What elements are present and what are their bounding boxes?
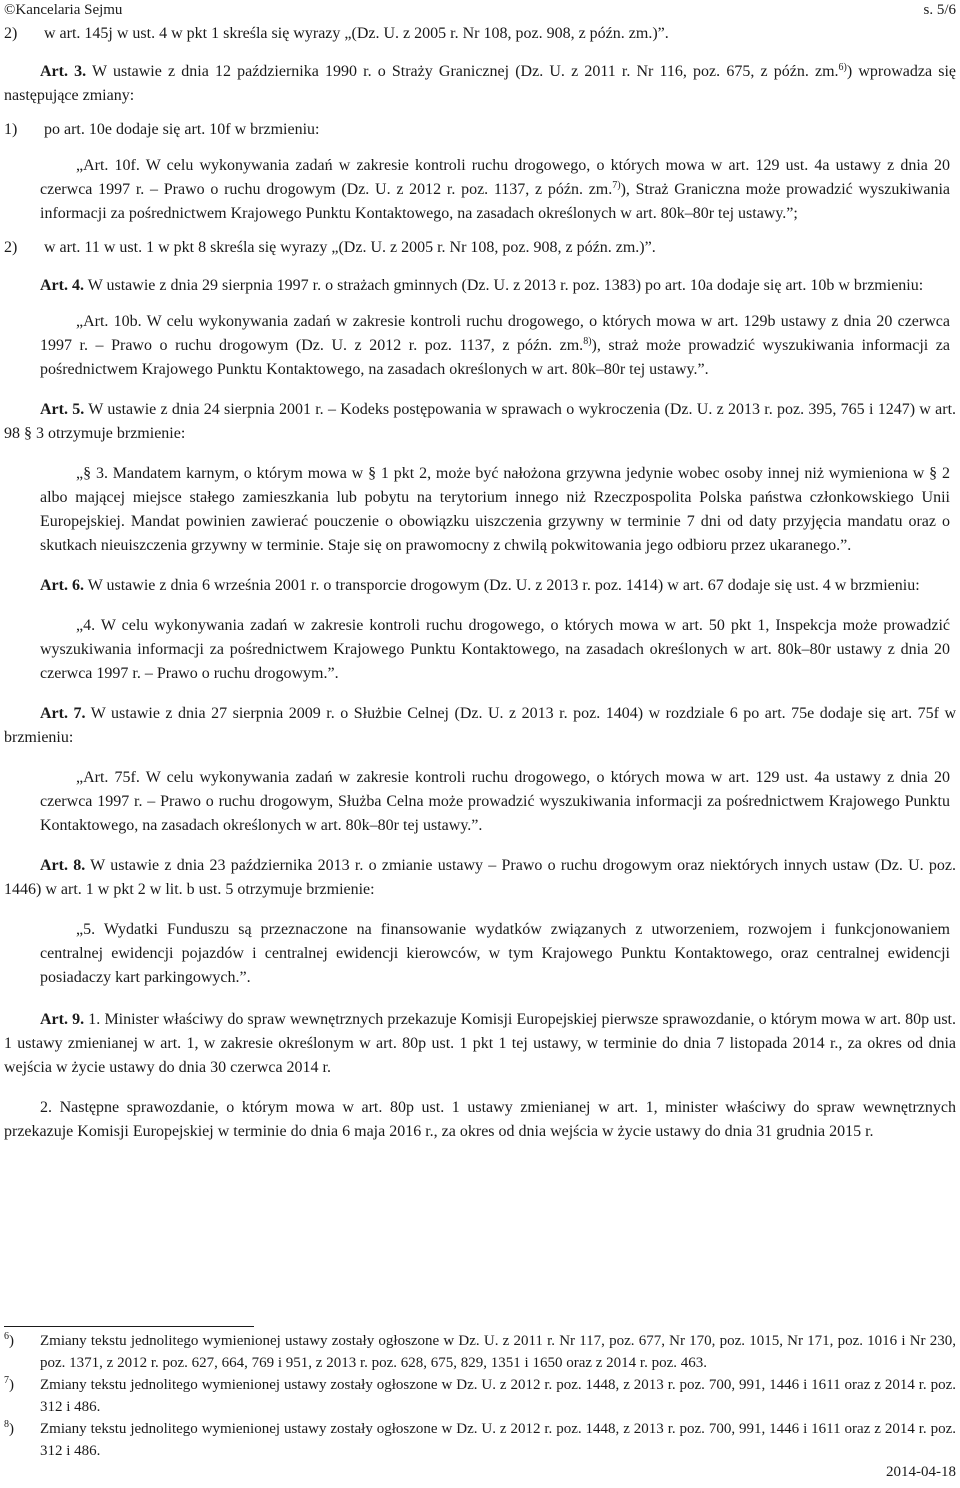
page-header bbox=[4, 0, 956, 20]
article-4 bbox=[4, 274, 956, 298]
article-label: Art. 8. bbox=[40, 857, 86, 874]
footnote-marker: $^8$) bbox=[4, 1419, 14, 1437]
article-text: ) wprowadza się następujące zmiany: bbox=[4, 63, 957, 104]
item-1-paragraph bbox=[4, 118, 956, 142]
article-label: Art. 9. bbox=[40, 1011, 85, 1028]
quoted-section-3: „§ 3. Mandatem karnym, o którym mowa w § 1 pkt 2, może być nałożona grzywna jedynie wobec osoby innej niż wymieniona w § 2 albo mającej miejsce stałego zamieszkania lub pobytu na terytorium innego niż Rzeczpospolita Polska państwa członkowskiego Unii Europejskiej. Mandat powinien zawierać pouczenie o obowiązku uiszczenia grzywny w terminie 7 dni od daty przyjęcia mandatu oraz o skutkach nieuiszczenia grzywny w terminie. Staje się on prawomocny z chwilą pokwitowania jego odbioru przez ukaranego.”. bbox=[40, 465, 950, 554]
footnote bbox=[4, 1418, 956, 1462]
item-text: w art. 11 w ust. 1 w pkt 8 skreśla się wyrazy „(Dz. U. z 2005 r. Nr 108, poz. 908, z późn. zm.)”. bbox=[44, 239, 656, 256]
article-text: W ustawie z dnia 6 września 2001 r. o transporcie drogowym (Dz. U. z 2013 r. poz. 1414) w art. 67 dodaje się ust. 4 w brzmieniu: bbox=[83, 577, 920, 594]
item-2-paragraph bbox=[4, 22, 956, 46]
item-text: po art. 10e dodaje się art. 10f w brzmieniu: bbox=[44, 121, 320, 138]
article-3 bbox=[4, 60, 956, 108]
article-8 bbox=[4, 854, 956, 902]
footnote-text: Zmiany tekstu jednolitego wymienionej ustawy zostały ogłoszone w Dz. U. z 2012 r. poz. 1448, z 2013 r. poz. 700, 991, 1446 i 1611 oraz z 2014 r. poz. 312 i 486. bbox=[40, 1421, 956, 1459]
article-text: 1. Minister właściwy do spraw wewnętrznych przekazuje Komisji Europejskiej pierwsze sprawozdanie, o którym mowa w art. 80p ust. 1 ustawy zmienianej w art. 1, w zakresie określonym w art. 80p ust. 1 pkt 1 tej ustawy, w terminie do dnia 7 listopada 2014 r., za okres od dnia wejścia w życie ustawy do dnia 30 czerwca 2014 r. bbox=[4, 1011, 956, 1076]
quoted-article-10b bbox=[4, 310, 956, 382]
footnote-text: Zmiany tekstu jednolitego wymienionej ustawy zostały ogłoszone w Dz. U. z 2011 r. Nr 117, poz. 677, Nr 170, poz. 1015, Nr 171, poz. 1016 i Nr 230, poz. 1371, z 2012 r. poz. 627, 664, 769 i 951, z 2013 r. poz. 628, 675, 829, 1351 i 1650 oraz z 2014 r. poz. 463. bbox=[40, 1333, 956, 1371]
quoted-ust-4: „4. W celu wykonywania zadań w zakresie kontroli ruchu drogowego, o których mowa w art. 50 pkt 1, Inspekcja może prowadzić wyszukiwania informacji za pośrednictwem Krajowego Punktu Kontaktowego, na zasadach określonych w art. 80k–80r ustawy z dnia 20 czerwca 1997 r. – Prawo o ruchu drogowym.”. bbox=[40, 617, 950, 682]
footnote-ref: 8) bbox=[583, 336, 592, 347]
article-5 bbox=[4, 398, 956, 446]
quoted-article-10f bbox=[4, 154, 956, 226]
document-date: 2014-04-18 bbox=[886, 1464, 956, 1480]
article-label: Art. 3. bbox=[40, 63, 87, 80]
footnote-ref: 6) bbox=[838, 62, 847, 73]
article-label: Art. 7. bbox=[40, 705, 86, 722]
article-text: W ustawie z dnia 24 sierpnia 2001 r. – Kodeks postępowania w sprawach o wykroczenia (Dz. U. z 2013 r. poz. 395, 765 i 1247) w art. 98 § 3 otrzymuje brzmienie: bbox=[4, 401, 957, 442]
quoted-text: ), straż może prowadzić wyszukiwania informacji za pośrednictwem Krajowego Punktu Kontaktowego, na zasadach określonych w art. 80k–80r tej ustawy.”. bbox=[40, 337, 950, 378]
article-text: W ustawie z dnia 12 października 1990 r. o Straży Granicznej (Dz. U. z 2011 r. Nr 116, poz. 675, z późn. zm. bbox=[86, 63, 839, 80]
header-publisher: ©Kancelaria Sejmu bbox=[4, 2, 123, 18]
quoted-text: „Art. 10b. W celu wykonywania zadań w zakresie kontroli ruchu drogowego, o których mowa w art. 129b ustawy z dnia 20 czerwca 1997 r. – Prawo o ruchu drogowym (Dz. U. z 2012 r. poz. 1137, z późn. zm. bbox=[40, 313, 950, 354]
article-text: W ustawie z dnia 27 sierpnia 2009 r. o Służbie Celnej (Dz. U. z 2013 r. poz. 1404) w rozdziale 6 po art. 75e dodaje się art. 75f w brzmieniu: bbox=[4, 705, 957, 746]
footnote bbox=[4, 1330, 956, 1374]
footnote-text: Zmiany tekstu jednolitego wymienionej ustawy zostały ogłoszone w Dz. U. z 2012 r. poz. 1448, z 2013 r. poz. 700, 991, 1446 i 1611 oraz z 2014 r. poz. 312 i 486. bbox=[40, 1377, 956, 1415]
footnote-ref: 7) bbox=[612, 180, 621, 191]
footnote-separator bbox=[4, 1326, 254, 1327]
footnote-marker: $^7$) bbox=[4, 1375, 14, 1393]
footnote-number: 7 bbox=[4, 1375, 9, 1386]
item-number: 2) bbox=[4, 239, 18, 256]
quoted-text: ), Straż Graniczna może prowadzić wyszukiwania informacji za pośrednictwem Krajowego Punktu Kontaktowego, na zasadach określonych w art. 80k–80r tej ustawy.”; bbox=[40, 181, 950, 222]
item-text: w art. 145j w ust. 4 w pkt 1 skreśla się wyrazy „(Dz. U. z 2005 r. Nr 108, poz. 908, z późn. zm.)”. bbox=[44, 25, 669, 42]
article-text: W ustawie z dnia 29 sierpnia 1997 r. o strażach gminnych (Dz. U. z 2013 r. poz. 1383) po art. 10a dodaje się art. 10b w brzmieniu: bbox=[83, 277, 924, 294]
article-label: Art. 5. bbox=[40, 401, 85, 418]
footnote-marker: $^6$) bbox=[4, 1331, 14, 1349]
article-6 bbox=[4, 574, 956, 598]
quoted-text: „Art. 10f. W celu wykonywania zadań w zakresie kontroli ruchu drogowego, o których mowa w art. 129 ust. 4a ustawy z dnia 20 czerwca 1997 r. – Prawo o ruchu drogowym (Dz. U. z 2012 r. poz. 1137, z późn. zm. bbox=[40, 157, 950, 198]
article-7 bbox=[4, 702, 956, 750]
article-text: W ustawie z dnia 23 października 2013 r. o zmianie ustawy – Prawo o ruchu drogowym oraz niektórych innych ustaw (Dz. U. poz. 1446) w art. 1 w pkt 2 w lit. b ust. 5 otrzymuje brzmienie: bbox=[4, 857, 957, 898]
footnotes bbox=[4, 1330, 956, 1462]
article-9-section-2: 2. Następne sprawozdanie, o którym mowa w art. 80p ust. 1 ustawy zmienianej w art. 1, minister właściwy do spraw wewnętrznych przekazuje Komisji Europejskiej w terminie do dnia 6 maja 2016 r., za okres od dnia wejścia w życie ustawy do dnia 31 grudnia 2015 r. bbox=[4, 1099, 956, 1140]
item-2-paragraph bbox=[4, 236, 956, 260]
article-9-section-1 bbox=[4, 1008, 956, 1080]
quoted-article-75f: „Art. 75f. W celu wykonywania zadań w zakresie kontroli ruchu drogowego, o których mowa w art. 129 ust. 4a ustawy z dnia 20 czerwca 1997 r. – Prawo o ruchu drogowym, Służba Celna może prowadzić wyszukiwania informacji za pośrednictwem Krajowego Punktu Kontaktowego, na zasadach określonych w art. 80k–80r tej ustawy.”. bbox=[40, 769, 950, 834]
item-number: 2) bbox=[4, 25, 18, 42]
document-body bbox=[4, 22, 956, 1144]
footnote-number: 6 bbox=[4, 1331, 9, 1342]
footnote bbox=[4, 1374, 956, 1418]
quoted-ust-5: „5. Wydatki Funduszu są przeznaczone na finansowanie wydatków związanych z utworzeniem, rozwojem i funkcjonowaniem centralnej ewidencji pojazdów i centralnej ewidencji kierowców, w tym Krajowego Punktu Kontaktowego, oraz centralnej ewidencji posiadaczy kart parkingowych.”. bbox=[40, 921, 950, 986]
footnote-number: 8 bbox=[4, 1419, 9, 1430]
article-label: Art. 4. bbox=[40, 277, 84, 294]
item-number: 1) bbox=[4, 121, 18, 138]
header-page-number: s. 5/6 bbox=[923, 2, 956, 18]
article-label: Art. 6. bbox=[40, 577, 84, 594]
